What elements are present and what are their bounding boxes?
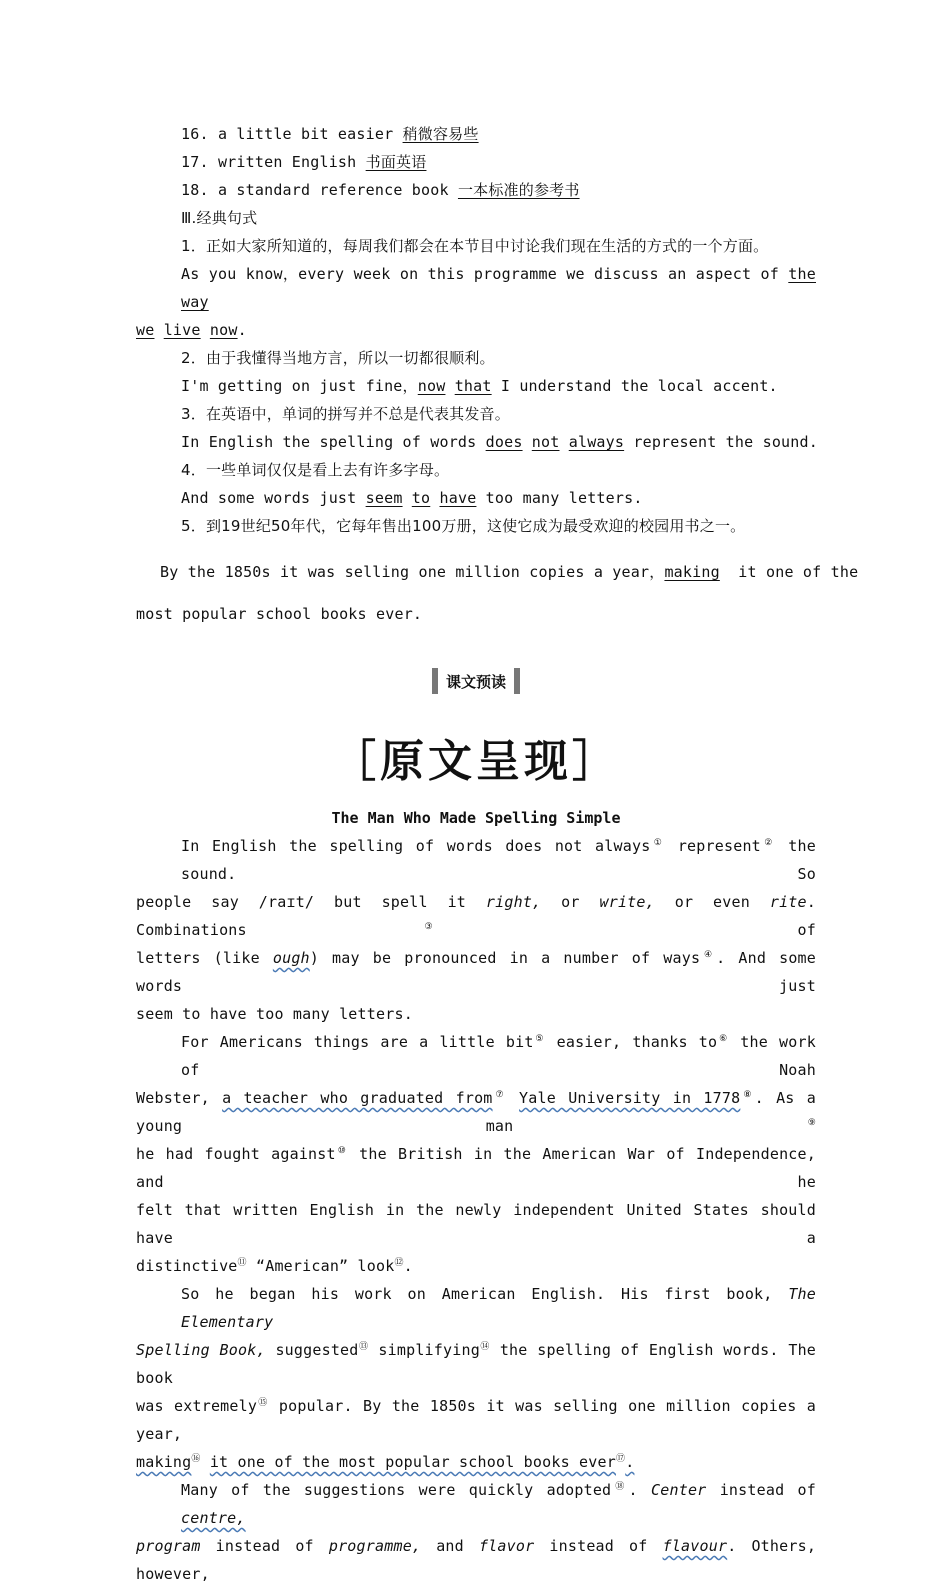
sentence-1-en: As you know，every week on this programme we discuss an aspect of the way — [181, 265, 816, 311]
sentence-1-cn: 1．正如大家所知道的，每周我们都会在本节目中讨论我们现在生活的方式的一个方面。 — [181, 237, 769, 255]
item-number: 16. — [181, 125, 209, 143]
p3-line-1: So he began his work on American English. His first book, The Elementary — [181, 1285, 817, 1331]
article-title: The Man Who Made Spelling Simple — [331, 809, 621, 827]
p3-line-3: was extremely⑮ popular. By the 1850s it was selling one million copies a year, — [136, 1397, 817, 1443]
vocab-item-16 — [136, 120, 816, 148]
section-tag — [136, 668, 816, 700]
item-number: 18. — [181, 181, 209, 199]
sentence-5-en: By the 1850s it was selling one million copies a year，making it one of the — [160, 563, 859, 581]
p2-line-2: Webster, a teacher who graduated from⑦ Yale University in 1778⑧. As a young man⑨ — [136, 1089, 816, 1135]
p4-line-1: Many of the suggestions were quickly adopted⑱. Center instead of centre, — [181, 1481, 817, 1527]
sentence-5-cn: 5．到19世纪50年代，它每年售出100万册，这使它成为最受欢迎的校园用书之一。 — [181, 517, 746, 535]
sentence-3-en: In English the spelling of words does not always represent the sound. — [181, 433, 818, 451]
p1-line-1: In English the spelling of words does not always① represent② the sound. So — [181, 837, 816, 883]
document-page — [136, 120, 859, 1588]
tag-bar-left — [432, 668, 438, 694]
vocab-item-17 — [136, 148, 816, 176]
sentence-4-cn: 4．一些单词仅仅是看上去有许多字母。 — [181, 461, 450, 479]
section-tag-label: 课文预读 — [445, 672, 506, 691]
p2-line-5: distinctive⑪ “American” look⑫. — [136, 1257, 413, 1275]
vocab-item-18 — [136, 176, 816, 204]
item-number: 17. — [181, 153, 209, 171]
p1-line-2: people say /raɪt/ but spell it right, or write, or even rite. Combinations③ of — [136, 893, 817, 939]
sentence-1-en-cont: we live now. — [136, 321, 247, 339]
sentence-3-cn: 3．在英语中，单词的拼写并不总是代表其发音。 — [181, 405, 510, 423]
p3-line-2: Spelling Book, suggested⑬ simplifying⑭ the spelling of English words. The book — [136, 1341, 817, 1387]
p2-line-3: he had fought against⑩ the British in the American War of Independence, and he — [136, 1145, 816, 1191]
sentence-2-en: I'm getting on just fine，now that I understand the local accent. — [181, 377, 778, 395]
p3-line-4: making⑯ it one of the most popular school books ever⑰. — [136, 1453, 635, 1471]
phrase-en: a standard reference book — [217, 181, 449, 199]
sentence-5-en-cont: most popular school books ever. — [136, 605, 423, 623]
phrase-cn: 书面英语 — [365, 153, 427, 171]
phrase-en: a little bit easier — [217, 125, 394, 143]
big-title: ［原文呈现］ — [332, 736, 620, 787]
phrase-cn: 稍微容易些 — [402, 125, 479, 143]
phrase-en: written English — [217, 153, 357, 171]
p2-line-1: For Americans things are a little bit⑤ easier, thanks to⑥ the work of Noah — [181, 1033, 816, 1079]
tag-bar-right — [514, 668, 520, 694]
p1-line-4: seem to have too many letters. — [136, 1005, 413, 1023]
sentence-2-cn: 2．由于我懂得当地方言，所以一切都很顺利。 — [181, 349, 495, 367]
p2-line-4: felt that written English in the newly independent United States should have a — [136, 1201, 816, 1247]
sentence-4-en: And some words just seem to have too many letters. — [181, 489, 643, 507]
section-heading: Ⅲ.经典句式 — [181, 209, 258, 227]
p1-line-3: letters (like ough) may be pronounced in a number of ways④. And some words just — [136, 949, 817, 995]
p4-line-2: program instead of programme, and flavor instead of flavour. Others, however, — [136, 1537, 817, 1583]
phrase-cn: 一本标准的参考书 — [457, 181, 580, 199]
